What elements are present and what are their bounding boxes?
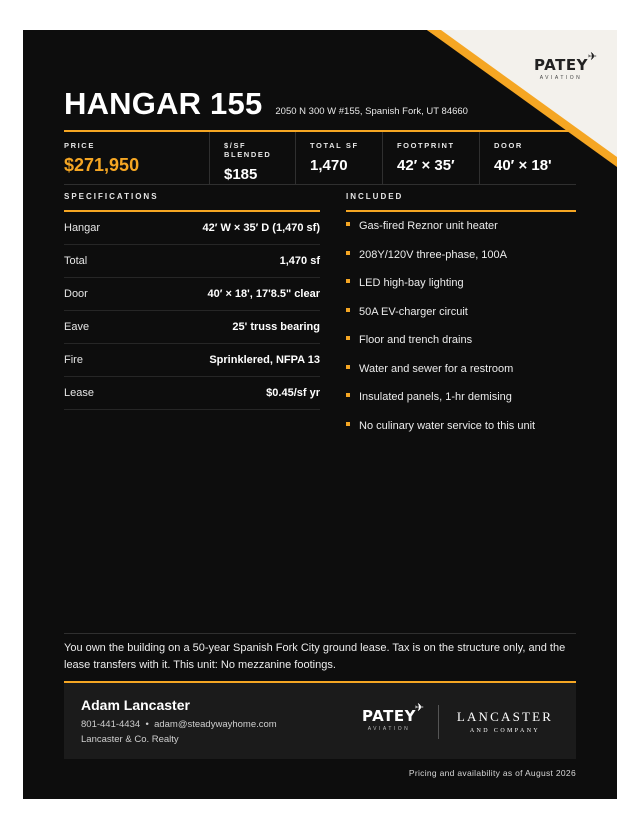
list-item — [346, 298, 576, 327]
stats-divider — [64, 184, 576, 185]
spec-value: 40′ × 18', 17'8.5" clear — [207, 288, 320, 300]
pricing-date: Pricing and availability as of August 2026 — [408, 768, 576, 778]
stat-value: 42′ × 35′ — [397, 157, 455, 174]
plane-icon: ✈ — [414, 702, 424, 714]
spec-key: Eave — [64, 321, 90, 333]
stat-footprint — [382, 132, 479, 184]
lease-note: You own the building on a 50-year Spanish Fork City ground lease. Tax is on the structure only, and the lease transfers with it. This unit: No mezzanine footings. — [64, 642, 566, 671]
lancaster-logo — [449, 709, 561, 734]
logo-word: PATEY — [362, 707, 416, 725]
address: 2050 N 300 W #155, Spanish Fork, UT 84660 — [275, 106, 468, 117]
stat-value: 40′ × 18' — [494, 157, 552, 174]
list-item — [346, 383, 576, 412]
logo-divider — [438, 705, 439, 739]
list-item — [346, 326, 576, 355]
spec-key: Door — [64, 288, 88, 300]
stats-bar — [64, 132, 576, 184]
lancaster-logo-sub: AND COMPANY — [469, 728, 541, 734]
bullet-icon — [346, 365, 350, 369]
page-title: HANGAR 155 — [64, 86, 263, 121]
specifications-table — [64, 212, 320, 410]
spec-key: Hangar — [64, 222, 101, 234]
note-divider — [64, 633, 576, 634]
stat-value: $271,950 — [64, 155, 140, 175]
stat-label: PRICE — [64, 141, 95, 150]
stat-label: DOOR — [494, 141, 523, 150]
stat-total-sf — [295, 132, 382, 184]
lancaster-logo-main: LANCASTER — [456, 709, 554, 724]
agent-footer — [64, 683, 576, 759]
title-row — [64, 86, 468, 122]
included-list — [346, 212, 576, 440]
spec-value: $0.45/sf yr — [266, 387, 320, 399]
list-item-text: LED high-bay lighting — [359, 277, 464, 290]
agent-company: Lancaster & Co. Realty — [81, 734, 179, 745]
spec-row — [64, 377, 320, 410]
list-item-text: Floor and trench drains — [359, 334, 473, 347]
stat-label: $/SF BLENDED — [224, 141, 272, 159]
patey-logo — [531, 51, 597, 81]
spec-key: Fire — [64, 354, 83, 366]
bullet-icon — [346, 308, 350, 312]
spec-value: 25' truss bearing — [232, 321, 320, 333]
spec-value: Sprinklered, NFPA 13 — [209, 354, 320, 366]
plane-icon: ✈ — [587, 51, 597, 63]
spec-row — [64, 245, 320, 278]
contact-separator: • — [145, 719, 149, 730]
stat-label: TOTAL SF — [310, 141, 359, 150]
list-item — [346, 212, 576, 241]
stat-door — [479, 132, 576, 184]
spec-key: Total — [64, 255, 88, 267]
list-item — [346, 269, 576, 298]
spec-row — [64, 212, 320, 245]
bullet-icon — [346, 336, 350, 340]
agent-contact — [81, 719, 277, 730]
list-item — [346, 241, 576, 270]
stat-price-per-sf — [209, 132, 295, 184]
spec-row — [64, 344, 320, 377]
list-item-text: Insulated panels, 1-hr demising — [359, 391, 512, 404]
list-item — [346, 412, 576, 441]
logo-word: PATEY — [534, 56, 588, 74]
spec-row — [64, 311, 320, 344]
agent-email[interactable]: adam@steadywayhome.com — [154, 719, 277, 730]
bullet-icon — [346, 422, 350, 426]
logo-subtitle: AVIATION — [539, 75, 583, 81]
specifications-heading: SPECIFICATIONS — [64, 192, 159, 201]
bullet-icon — [346, 222, 350, 226]
logo-subtitle: AVIATION — [367, 726, 411, 732]
stat-value: $185 — [224, 166, 258, 183]
agent-phone[interactable]: 801-441-4434 — [81, 719, 141, 730]
list-item-text: Water and sewer for a restroom — [359, 362, 514, 375]
list-item-text: No culinary water service to this unit — [359, 419, 536, 432]
flyer-sheet — [23, 30, 617, 799]
spec-row — [64, 278, 320, 311]
patey-footer-logo — [360, 702, 424, 732]
bullet-icon — [346, 251, 350, 255]
list-item-text: Gas-fired Reznor unit heater — [359, 220, 498, 233]
bullet-icon — [346, 393, 350, 397]
list-item-text: 50A EV-charger circuit — [359, 305, 468, 318]
list-item — [346, 355, 576, 384]
list-item-text: 208Y/120V three-phase, 100A — [359, 248, 508, 261]
agent-name: Adam Lancaster — [81, 697, 190, 713]
spec-value: 1,470 sf — [279, 255, 320, 267]
included-heading: INCLUDED — [346, 192, 404, 201]
spec-key: Lease — [64, 387, 94, 399]
stat-value: 1,470 — [310, 157, 348, 174]
spec-value: 42′ W × 35′ D (1,470 sf) — [202, 222, 320, 234]
stat-label: FOOTPRINT — [397, 141, 455, 150]
stat-price — [64, 132, 209, 184]
bullet-icon — [346, 279, 350, 283]
